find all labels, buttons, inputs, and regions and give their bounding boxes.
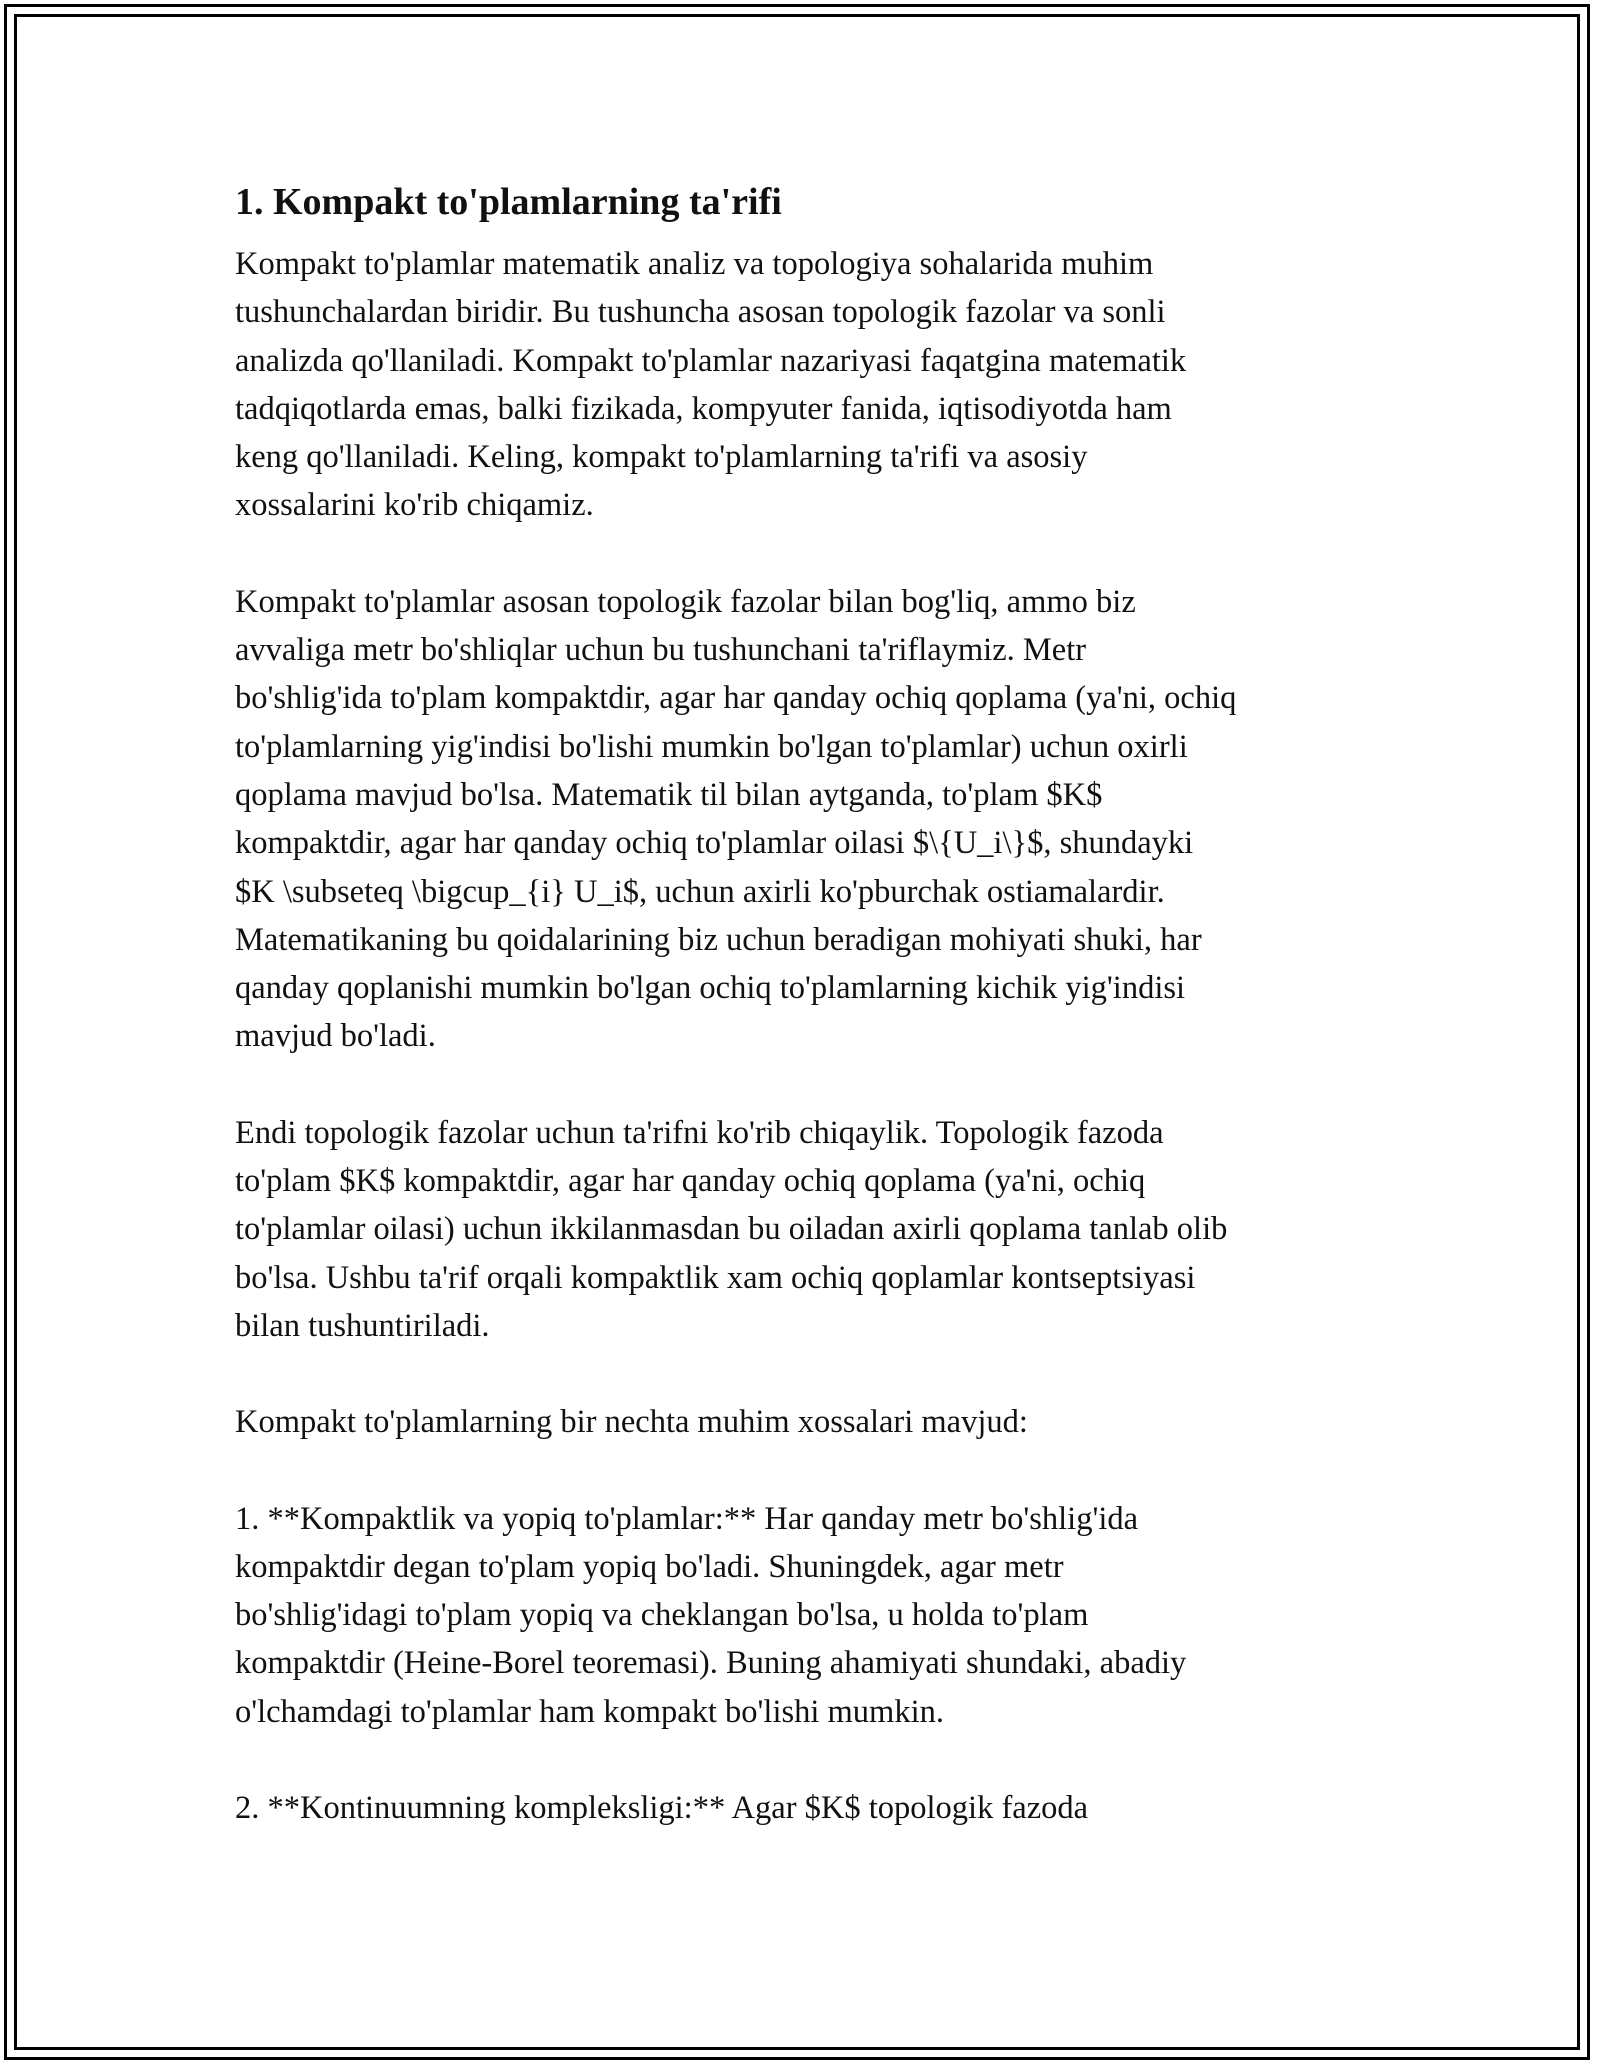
section-heading: 1. Kompakt to'plamlarning ta'rifi [235,181,782,223]
list-item-property-1: 1. **Kompaktlik va yopiq to'plamlar:** Har qanday metr bo'shlig'ida kompaktdir degan to'plam yopiq bo'ladi. Shuningdek, agar metr bo'shlig'idagi to'plam yopiq va cheklangan bo'lsa, u holda to'plam kompaktdir (Heine-Borel teoremasi). Buning ahamiyati shundaki, abadiy o'lchamdagi to'plamlar ham kompakt bo'lishi mumkin. [235,1500,1187,1730]
paragraph-topological-definition: Endi topologik fazolar uchun ta'rifni ko'rib chiqaylik. Topologik fazoda to'plam $K$ kompaktdir, agar har qanday ochiq qoplama (ya'ni, ochiq to'plamlar oilasi) uchun ikkilanmasdan bu oiladan axirli qoplama tanlab olib bo'lsa. Ushbu ta'rif orqali kompaktlik xam ochiq qoplamlar kontseptsiyasi bilan tushuntiriladi. [235,1114,1228,1344]
paragraph-properties-intro: Kompakt to'plamlarning bir nechta muhim xossalari mavjud: [235,1404,1028,1441]
document-body [235,178,1375,1832]
paragraph-metric-definition: Kompakt to'plamlar asosan topologik fazolar bilan bog'liq, ammo biz avvaliga metr bo'shliqlar uchun bu tushunchani ta'riflaymiz. Metr bo'shlig'ida to'plam kompaktdir, agar har qanday ochiq qoplama (ya'ni, ochiq to'plamlarning yig'indisi bo'lishi mumkin bo'lgan to'plamlar) uchun oxirli qoplama mavjud bo'lsa. Matematik til bilan aytganda, to'plam $K$ kompaktdir, agar har qanday ochiq to'plamlar oilasi $\{U_i\}$, shundayki $K \subseteq \bigcup_{i} U_i$, uchun axirli ko'pburchak ostiamalardir. Matematikaning bu qoidalarining biz uchun beradigan mohiyati shuki, har qanday qoplanishi mumkin bo'lgan ochiq to'plamlarning kichik yig'indisi mavjud bo'ladi. [235,583,1237,1055]
list-item-property-2: 2. **Kontinuumning kompleksligi:** Agar $K$ topologik fazoda [235,1790,1089,1827]
paragraph-intro: Kompakt to'plamlar matematik analiz va topologiya sohalarida muhim tushunchalardan biridir. Bu tushuncha asosan topologik fazolar va sonli analizda qo'llaniladi. Kompakt to'plamlar nazariyasi faqatgina matematik tadqiqotlarda emas, balki fizikada, kompyuter fanida, iqtisodiyotda ham keng qo'llaniladi. Keling, kompakt to'plamlarning ta'rifi va asosiy xossalarini ko'rib chiqamiz. [235,246,1187,524]
